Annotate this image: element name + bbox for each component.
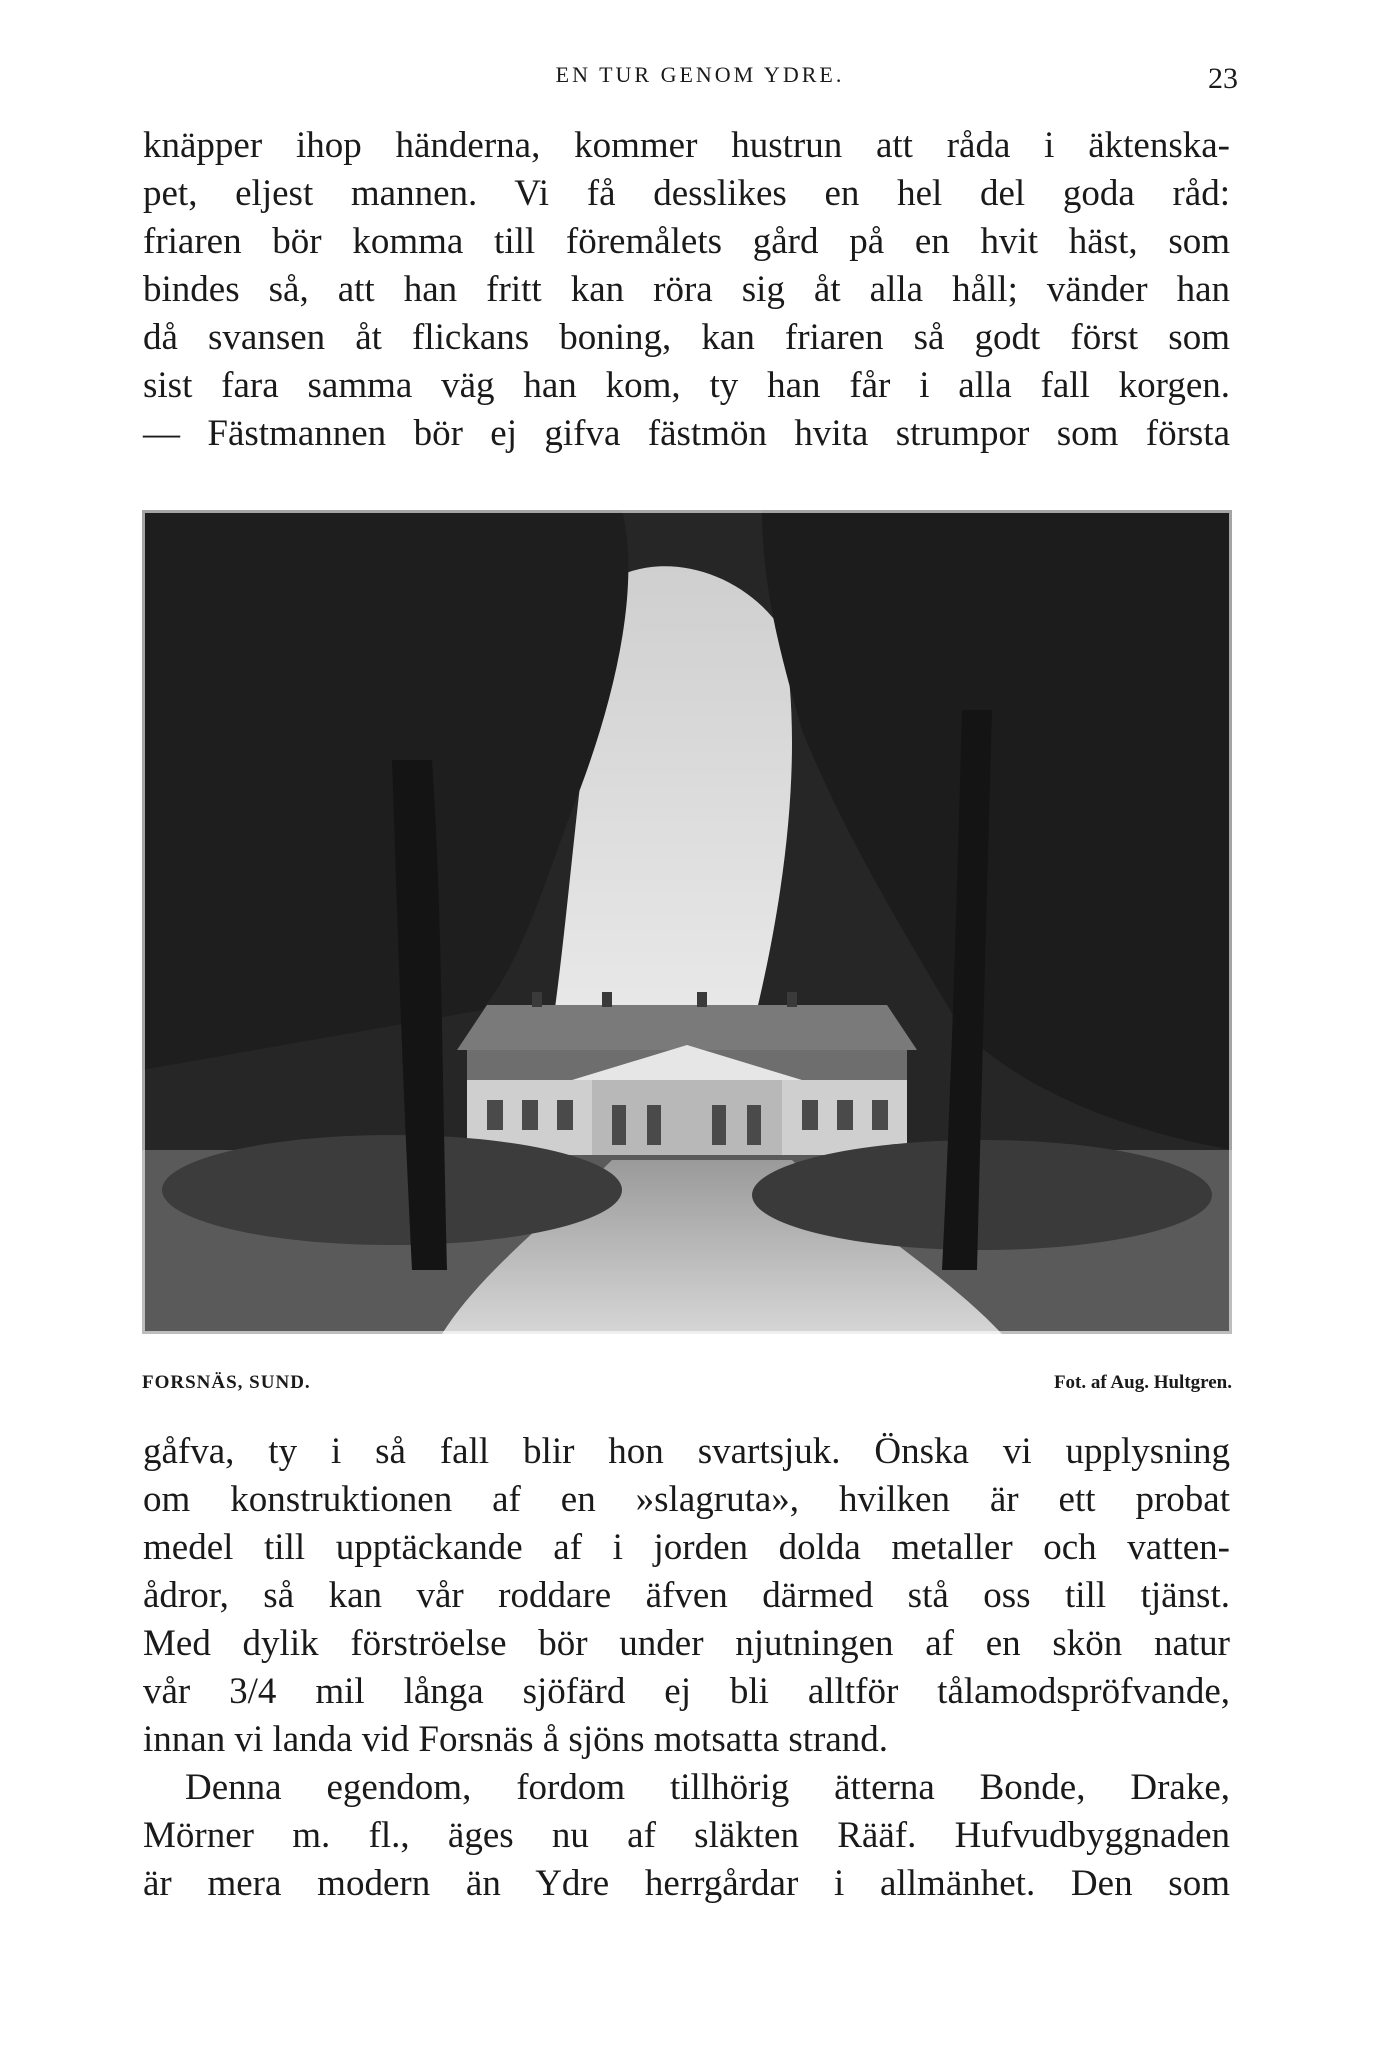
text-line: ådror, så kan vår roddare äfven därmed stå oss till tjänst. (143, 1575, 1230, 1616)
text-line: sist fara samma väg han kom, ty han får i alla fall korgen. (143, 365, 1230, 406)
figure (142, 510, 1232, 1393)
text-line: gåfva, ty i så fall blir hon svartsjuk. Önska vi upplysning (143, 1431, 1230, 1472)
text-line: Med dylik förströelse bör under njutningen af en skön natur (143, 1623, 1230, 1664)
text-line: — Fästmannen bör ej gifva fästmön hvita strumpor som första (143, 413, 1230, 454)
text-line: knäpper ihop händerna, kommer hustrun att råda i äktenska- (143, 125, 1230, 166)
text-block-top (143, 122, 1230, 458)
figure-caption: FORSNÄS, SUND. (142, 1372, 311, 1393)
running-header (0, 58, 1400, 98)
text-line: medel till upptäckande af i jorden dolda metaller och vatten- (143, 1527, 1230, 1568)
page-number: 23 (1208, 62, 1238, 95)
text-line: bindes så, att han fritt kan röra sig åt alla håll; vänder han (143, 269, 1230, 310)
text-line: Mörner m. fl., äges nu af släkten Rääf. Hufvudbyggnaden (143, 1815, 1230, 1856)
text-line: vår 3/4 mil långa sjöfärd ej bli alltför tålamodspröfvande, (143, 1671, 1230, 1712)
text-line: pet, eljest mannen. Vi få desslikes en hel del goda råd: (143, 173, 1230, 214)
running-title: EN TUR GENOM YDRE. (555, 62, 845, 87)
text-line: om konstruktionen af en »slagruta», hvilken är ett probat (143, 1479, 1230, 1520)
text-line: är mera modern än Ydre herrgårdar i allmänhet. Den som (143, 1863, 1230, 1904)
text-line: friaren bör komma till föremålets gård på en hvit häst, som (143, 221, 1230, 262)
text-line: då svansen åt flickans boning, kan friaren så godt först som (143, 317, 1230, 358)
text-block-bottom (143, 1428, 1230, 1908)
photograph-forsnas-manor (142, 510, 1232, 1334)
photo-credit: Fot. af Aug. Hultgren. (1053, 1372, 1232, 1393)
photo-illustration (142, 510, 1232, 1334)
text-line: Denna egendom, fordom tillhörig ätterna Bonde, Drake, (185, 1767, 1230, 1808)
text-line: innan vi landa vid Forsnäs å sjöns motsatta strand. (143, 1719, 889, 1760)
